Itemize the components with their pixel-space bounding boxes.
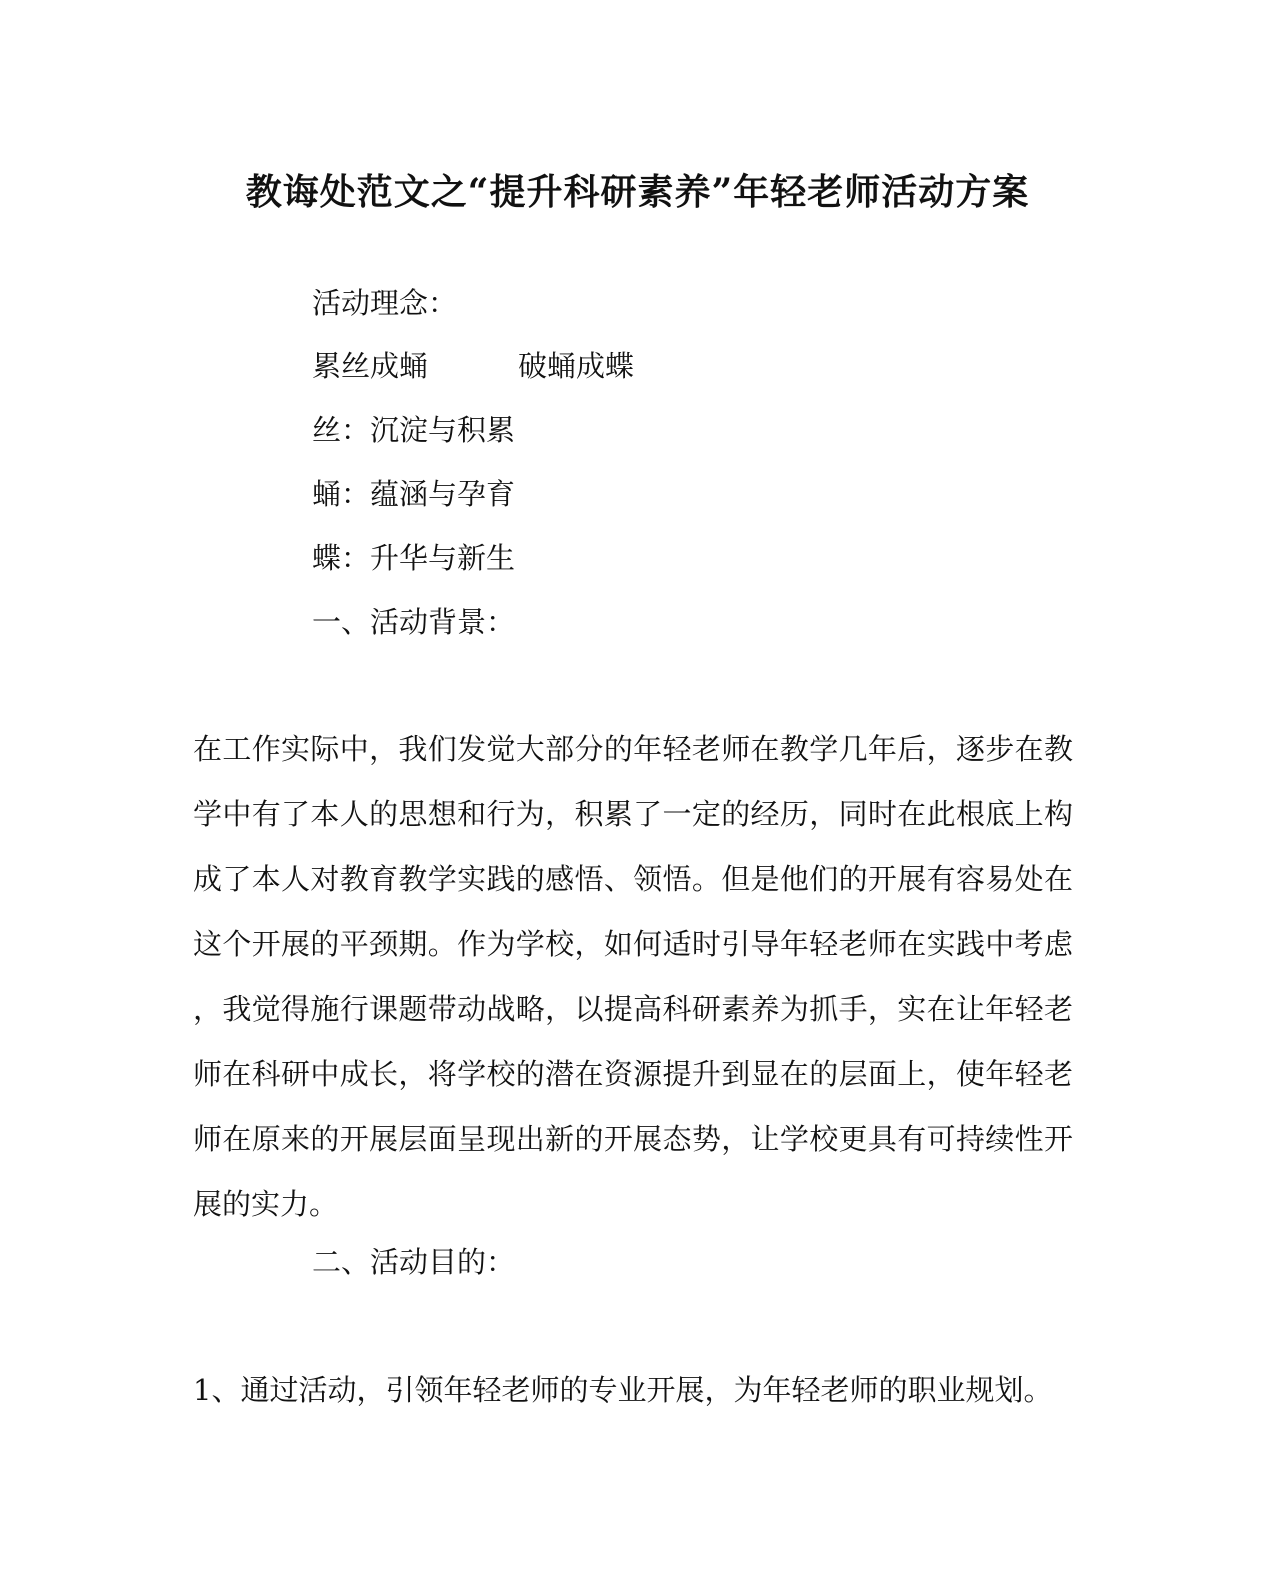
- paragraph-line: 展的实力。: [193, 1187, 339, 1221]
- section2-heading: 二、活动目的：: [312, 1245, 516, 1279]
- paragraph-line: 学中有了本人的思想和行为，积累了一定的经历，同时在此根底上构: [193, 797, 1073, 831]
- silk-line: 丝：沉淀与积累: [312, 413, 516, 447]
- document-title: 教诲处范文之“提升科研素养”年轻老师活动方案: [245, 171, 1030, 213]
- butterfly-line: 蝶：升华与新生: [312, 541, 516, 575]
- paragraph-line: 这个开展的平颈期。作为学校，如何适时引导年轻老师在实践中考虑: [193, 927, 1073, 961]
- paragraph-line: 在工作实际中，我们发觉大部分的年轻老师在教学几年后，逐步在教: [193, 732, 1073, 766]
- paragraph-line: 师在科研中成长，将学校的潜在资源提升到显在的层面上，使年轻老: [193, 1057, 1073, 1091]
- motto-right: 破蛹成蝶: [518, 349, 635, 383]
- motto-left: 累丝成蛹: [312, 349, 429, 383]
- paragraph-line: ，我觉得施行课题带动战略，以提高科研素养为抓手，实在让年轻老: [193, 992, 1073, 1026]
- paragraph-line: 师在原来的开展层面呈现出新的开展态势，让学校更具有可持续性开: [193, 1122, 1073, 1156]
- pupa-line: 蛹：蕴涵与孕育: [312, 477, 516, 511]
- background-paragraph: [193, 717, 1073, 1237]
- paragraph-line: 成了本人对教育教学实践的感悟、领悟。但是他们的开展有容易处在: [193, 862, 1073, 896]
- concept-heading: 活动理念：: [312, 286, 458, 320]
- goal-1: 1、通过活动，引领年轻老师的专业开展，为年轻老师的职业规划。: [193, 1373, 1053, 1407]
- section1-heading: 一、活动背景：: [312, 605, 516, 639]
